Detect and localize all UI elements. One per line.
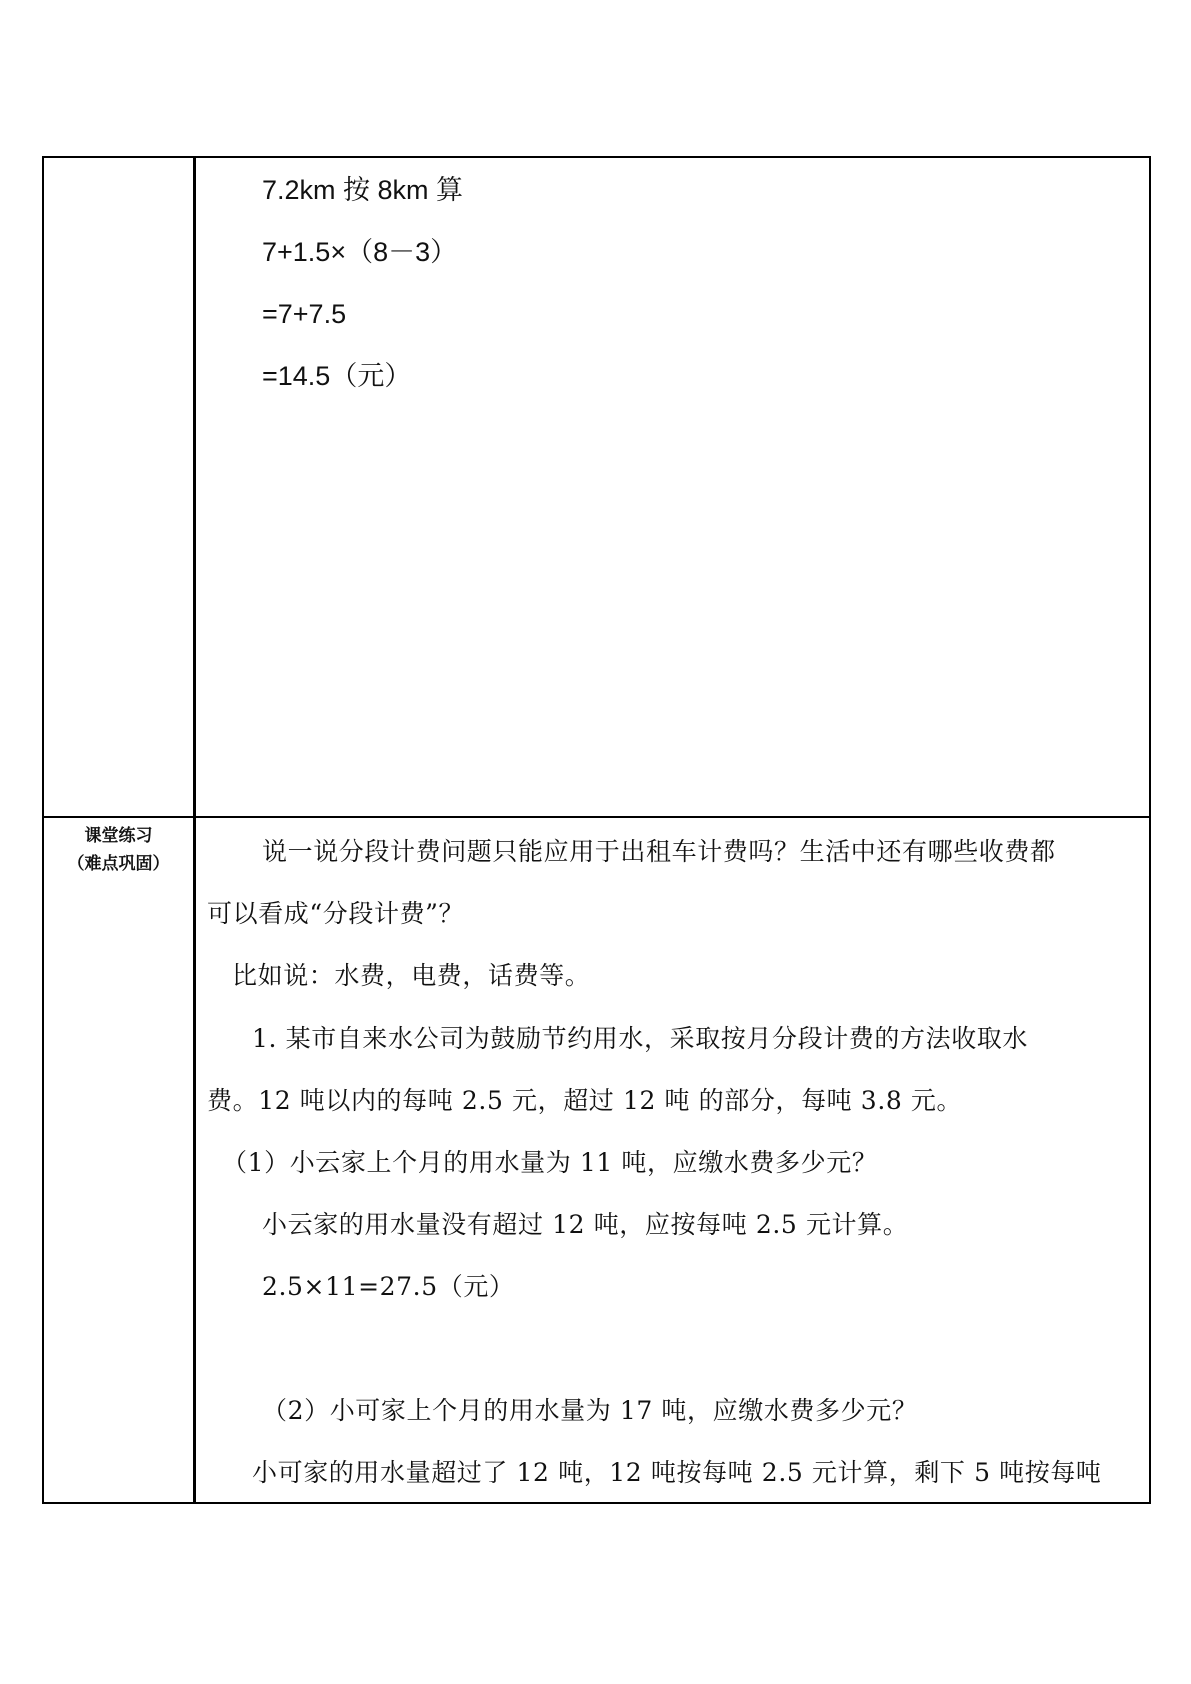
practice-answer: 比如说：水费，电费，话费等。 <box>232 961 591 990</box>
section-label <box>44 822 193 878</box>
problem-1-line-2: 费。12 吨以内的每吨 2.5 元，超过 12 吨 的部分，每吨 3.8 元。 <box>207 1086 963 1115</box>
practice-question-line-2: 可以看成“分段计费”？ <box>207 899 465 928</box>
subquestion-2: （2）小可家上个月的用水量为 17 吨，应缴水费多少元？ <box>262 1396 918 1425</box>
subquestion-1-calculation: 2.5×11=27.5（元） <box>262 1272 515 1301</box>
section-label-subtitle: （难点巩固） <box>67 854 170 874</box>
row-divider <box>44 816 1149 818</box>
section-label-title: 课堂练习 <box>84 826 153 846</box>
lesson-table <box>42 156 1151 1504</box>
subquestion-1: （1）小云家上个月的用水量为 11 吨，应缴水费多少元？ <box>222 1148 878 1177</box>
column-divider <box>193 158 196 1502</box>
calc-line-2: 7+1.5×（8－3） <box>262 237 458 267</box>
calc-line-3: =7+7.5 <box>262 299 347 329</box>
subquestion-2-analysis: 小可家的用水量超过了 12 吨，12 吨按每吨 2.5 元计算，剩下 5 吨按每吨 <box>252 1458 1102 1487</box>
subquestion-1-analysis: 小云家的用水量没有超过 12 吨，应按每吨 2.5 元计算。 <box>262 1210 909 1239</box>
calc-line-4: =14.5（元） <box>262 361 412 391</box>
calc-line-1: 7.2km 按 8km 算 <box>262 175 464 205</box>
practice-question-line-1: 说一说分段计费问题只能应用于出租车计费吗？生活中还有哪些收费都 <box>262 837 1056 866</box>
problem-1-line-1: 1. 某市自来水公司为鼓励节约用水，采取按月分段计费的方法收取水 <box>252 1024 1029 1053</box>
